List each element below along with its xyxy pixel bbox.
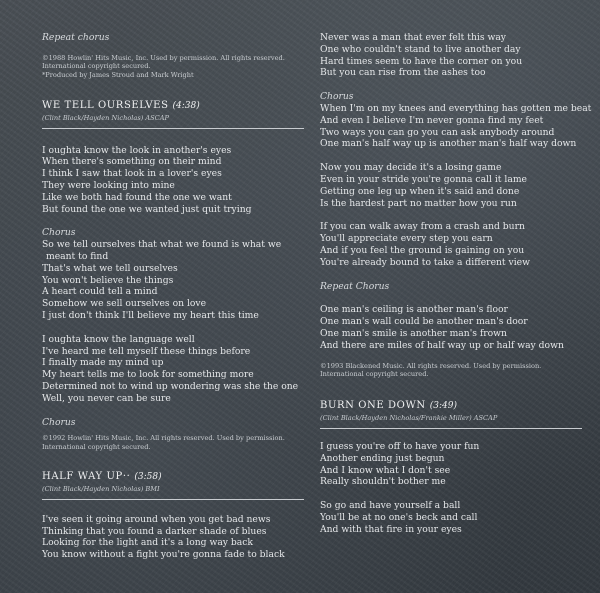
lyric-line: You'll be at no one's beck and call	[320, 511, 478, 523]
lyric-line: Hard times seem to have the corner on you	[320, 55, 523, 67]
lyric-line: Looking for the light and it's a long way back	[42, 537, 253, 549]
lyric-line: And there are miles of half way up or half way down	[320, 339, 564, 351]
song-title: WE TELL OURSELVES (4:38)	[42, 100, 200, 112]
verse	[320, 500, 582, 535]
copyright-block	[42, 434, 304, 451]
copyright-line: ©1988 Howlin' Hits Music, Inc. Used by permission. All rights reserved.	[42, 53, 285, 62]
chorus-label: Chorus	[320, 91, 354, 103]
lyric-line: And I know what I don't see	[320, 464, 451, 476]
song-duration: (4:38)	[172, 101, 200, 112]
verse	[320, 441, 582, 488]
lyric-line: And with that fire in your eyes	[320, 523, 462, 535]
lyric-line: Well, you never can be sure	[42, 392, 171, 404]
lyric-line: They were looking into mine	[42, 180, 175, 191]
lyric-line: I've heard me tell myself these things before	[42, 345, 251, 357]
chorus	[320, 102, 592, 150]
copyright-line: International copyright secured.	[42, 62, 151, 71]
repeat-chorus-label: Repeat chorus	[42, 32, 110, 43]
song-duration: (3:49)	[429, 401, 457, 412]
song-title: BURN ONE DOWN (3:49)	[320, 400, 457, 412]
lyric-line: When there's something on their mind	[42, 156, 222, 168]
lyric-line: Getting one leg up when it's said and done	[320, 185, 520, 197]
lyric-line: Even in your stride you're gonna call it lame	[320, 173, 527, 185]
right-column	[320, 0, 592, 536]
lyric-line: You know without a fight you're gonna fade to black	[42, 549, 285, 561]
divider	[42, 499, 304, 500]
lyric-line: One man's smile is another man's frown	[320, 327, 507, 339]
verse	[320, 304, 582, 351]
verse	[42, 514, 304, 561]
lyric-line: A heart could tell a mind	[42, 286, 158, 298]
copyright-line: ©1993 Blackened Music. All rights reserved. Used by permission.	[320, 361, 542, 370]
lyric-line: My heart tells me to look for something more	[42, 369, 254, 381]
lyric-line: I think I saw that look in a lover's eyes	[42, 168, 222, 180]
lyric-line: I just don't think I'll believe my heart this time	[42, 309, 259, 321]
lyric-line: If you can walk away from a crash and burn	[320, 221, 525, 233]
chorus	[42, 239, 304, 322]
lyric-line: That's what we tell ourselves	[42, 262, 178, 274]
lyric-line: meant to find	[46, 250, 109, 262]
lyric-line: When I'm on my knees and everything has gotten me beat	[320, 102, 592, 114]
song-header	[42, 471, 304, 500]
lyric-line: You're already bound to take a different view	[320, 256, 530, 268]
lyric-line: So we tell ourselves that what we found is what we	[42, 239, 282, 251]
verse	[320, 32, 582, 79]
song-duration: (3:58)	[134, 472, 162, 483]
lyric-line: Like we both had found the one we want	[42, 191, 232, 203]
lyric-line: You'll appreciate every step you earn	[320, 233, 493, 245]
song-header	[320, 400, 582, 429]
lyric-line: Is the hardest part no matter how you run	[320, 197, 517, 209]
song-title: HALF WAY UP·· (3:58)	[42, 471, 162, 483]
lyric-line: Somehow we sell ourselves on love	[42, 298, 207, 310]
song-credit: (Clint Black/Hayden Nicholas) BMI	[42, 484, 160, 493]
copyright-line: International copyright secured.	[320, 369, 429, 378]
lyric-line: I oughta know the look in another's eyes	[42, 144, 232, 156]
lyric-line: I oughta know the language well	[42, 333, 195, 345]
divider	[42, 128, 304, 129]
copyright-line: ©1992 Howlin' Hits Music, Inc. All rights reserved. Used by permission.	[42, 434, 285, 443]
lyric-line: I guess you're off to have your fun	[320, 440, 480, 452]
lyric-line: Two ways you can go you can ask anybody around	[320, 126, 555, 138]
song-header	[42, 100, 304, 129]
song-credit: (Clint Black/Hayden Nicholas) ASCAP	[42, 113, 169, 122]
lyric-line: One man's half way up is another man's half way down	[320, 138, 577, 150]
left-column	[42, 0, 304, 561]
lyric-line: I've seen it going around when you get bad news	[42, 513, 271, 525]
lyric-line: Now you may decide it's a losing game	[320, 162, 502, 174]
song-credit: (Clint Black/Hayden Nicholas/Frankie Miller) ASCAP	[320, 414, 498, 423]
lyric-line: So go and have yourself a ball	[320, 500, 461, 512]
lyric-line: Never was a man that ever felt this way	[320, 32, 506, 43]
lyric-line: But found the one we wanted just quit trying	[42, 203, 252, 215]
copyright-block	[42, 54, 304, 79]
verse	[320, 162, 582, 209]
lyric-line: One man's wall could be another man's door	[320, 316, 528, 328]
lyric-line: And if you feel the ground is gaining on you	[320, 244, 525, 256]
lyric-line: I finally made my mind up	[42, 357, 164, 369]
lyric-line: But you can rise from the ashes too	[320, 67, 486, 79]
verse	[320, 221, 582, 268]
lyric-line: Another ending just begun	[320, 452, 445, 464]
lyric-line: One man's ceiling is another man's floor	[320, 304, 508, 316]
lyric-line: Determined not to wind up wondering was she the one	[42, 380, 299, 392]
lyric-line: Thinking that you found a darker shade of blues	[42, 525, 267, 537]
chorus-label: Chorus	[42, 227, 76, 239]
lyric-line: Really shouldn't bother me	[320, 476, 446, 488]
lyric-line: And even I believe I'm never gonna find my feet	[320, 114, 544, 126]
divider	[320, 428, 582, 429]
copyright-line: International copyright secured.	[42, 442, 151, 451]
repeat-chorus-label: Repeat Chorus	[320, 280, 390, 292]
lyric-line: You won't believe the things	[42, 274, 174, 286]
lyric-line: One who couldn't stand to live another day	[320, 43, 521, 55]
verse	[42, 145, 304, 216]
copyright-block	[320, 362, 582, 379]
producer-line: *Produced by James Stroud and Mark Wright	[42, 70, 194, 79]
verse	[42, 334, 304, 405]
chorus-label: Chorus	[42, 416, 76, 428]
